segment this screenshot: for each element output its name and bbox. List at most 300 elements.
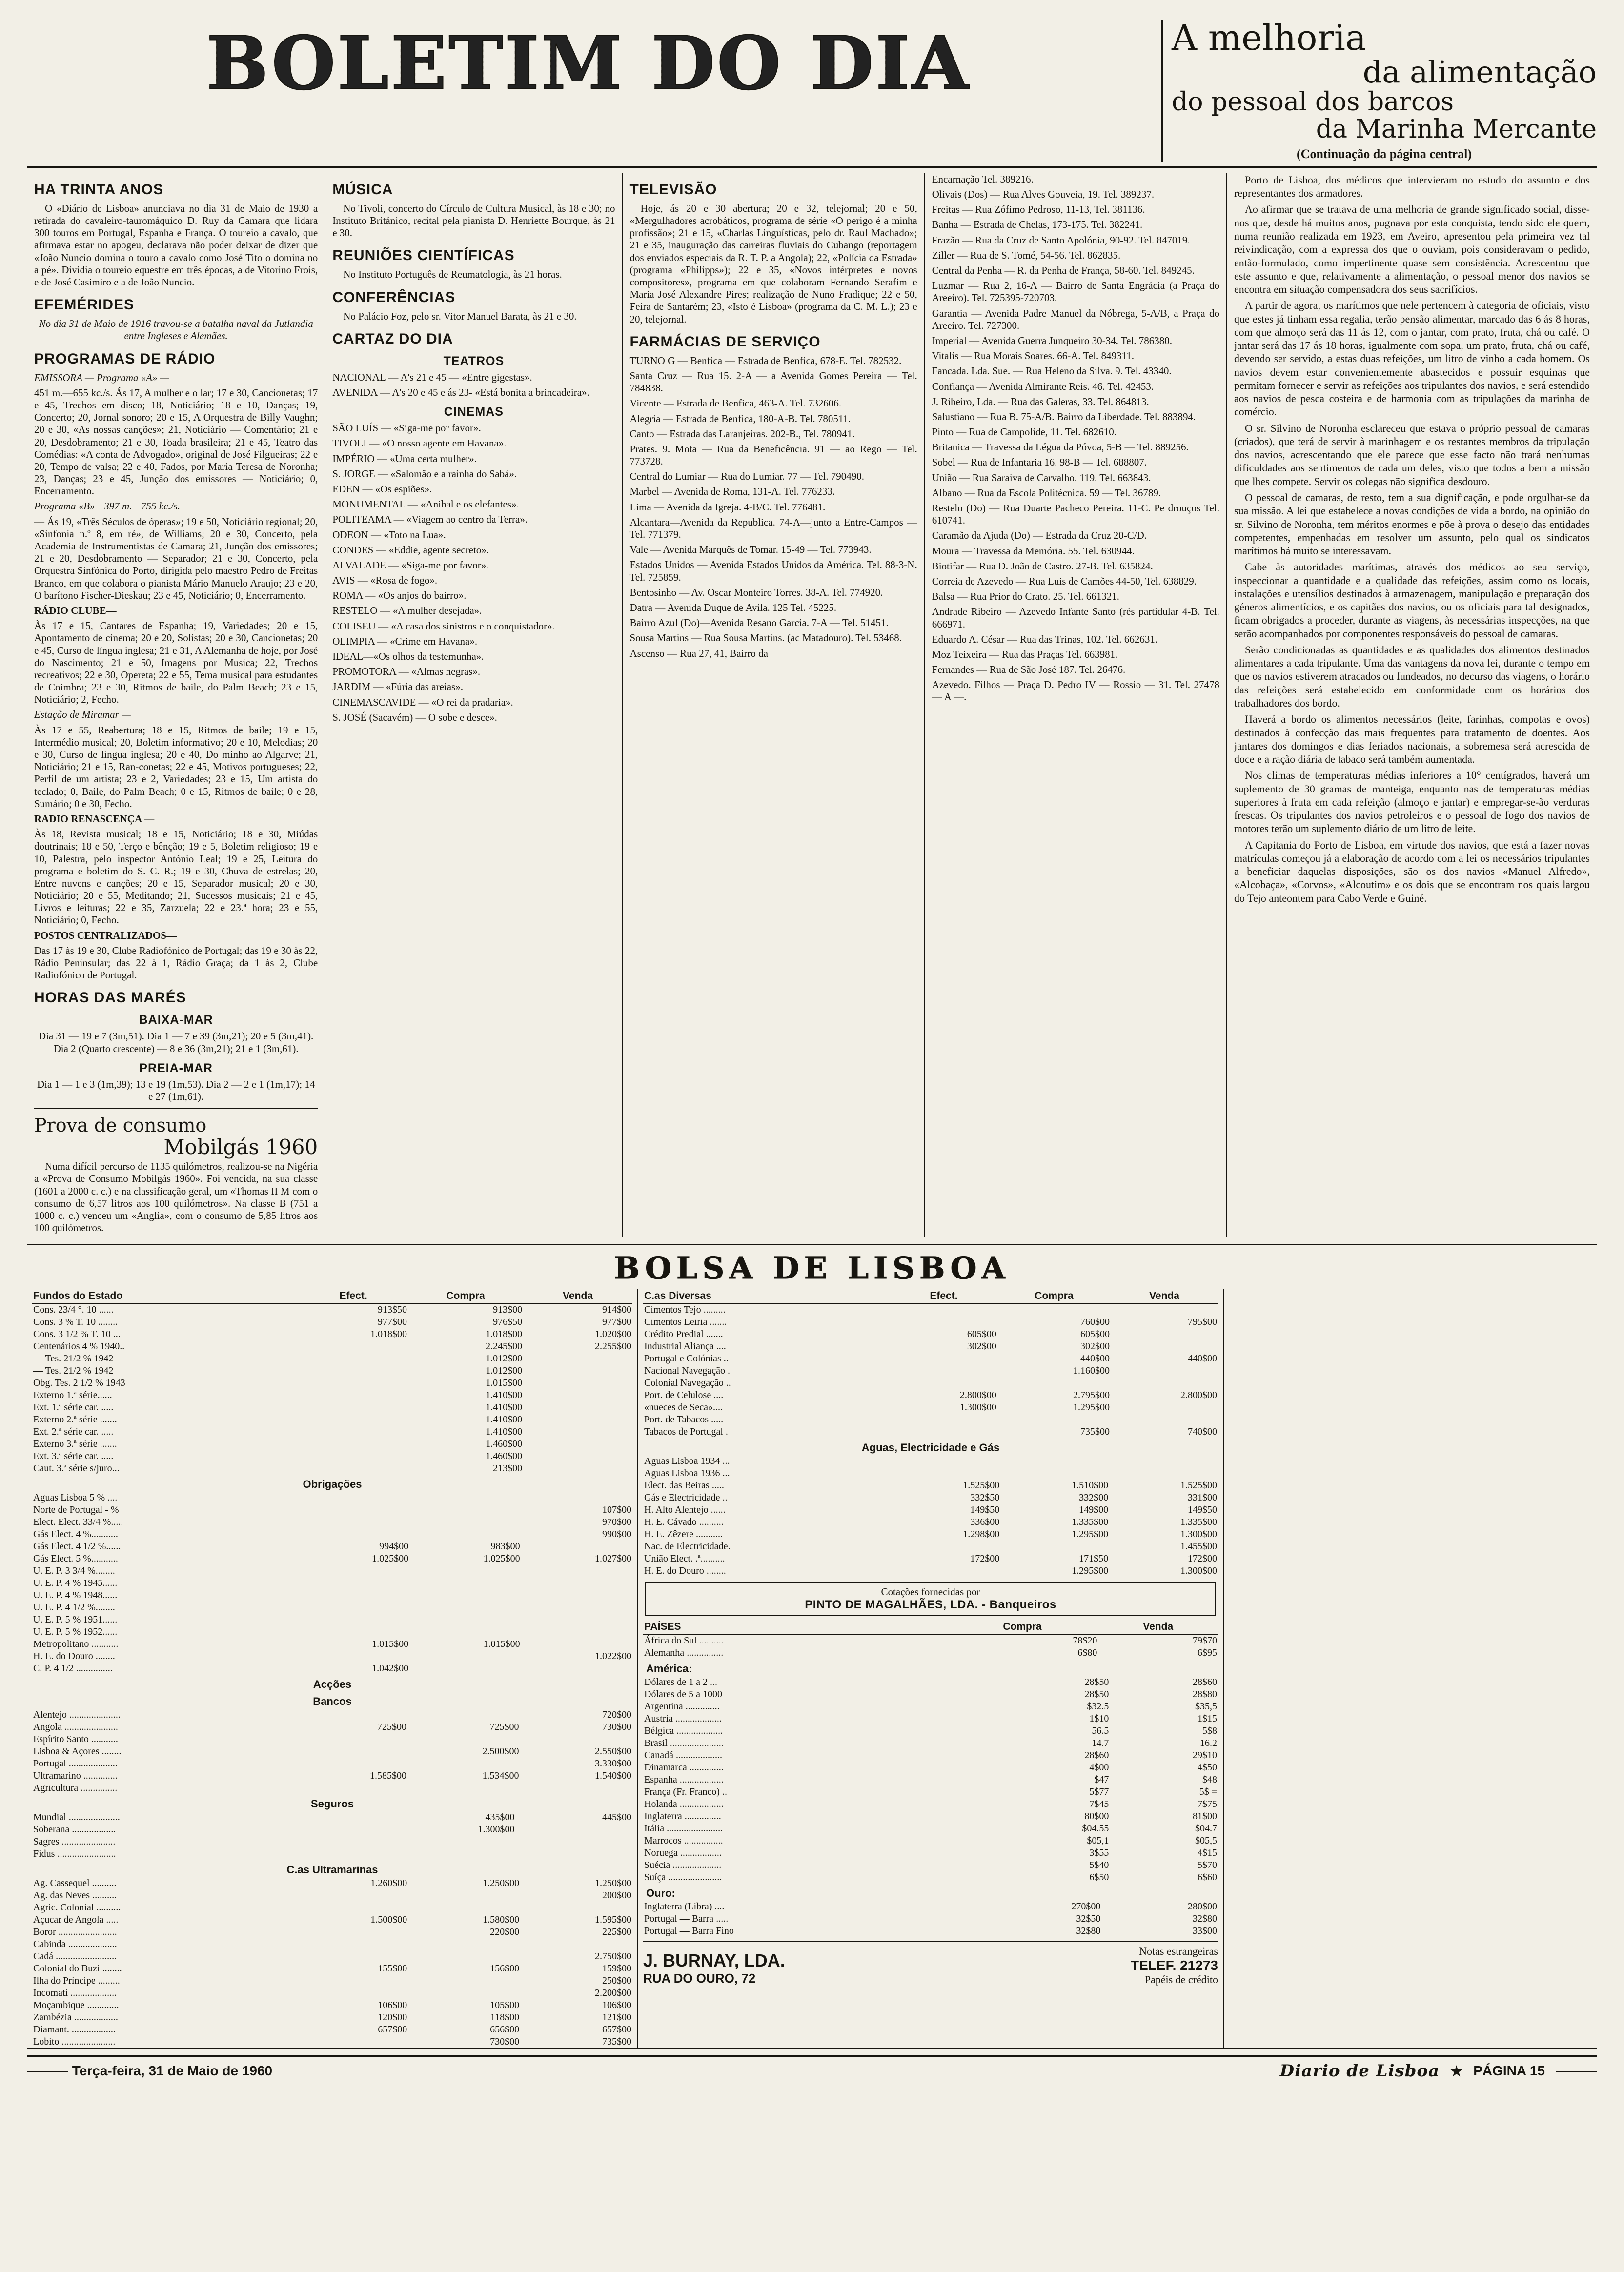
table-row <box>32 1450 632 1462</box>
headline-line-2: da alimentação <box>1362 54 1597 90</box>
section-televisao: TELEVISÃO <box>629 181 717 198</box>
quote-c: 14.7 <box>1092 1738 1109 1749</box>
farmacia-item: Vicente — Estrada de Benfica, 463-A. Tel. 732606. <box>629 397 842 409</box>
security-name: Cons. 3 % T. 10 ........ <box>33 1317 118 1328</box>
section-reunioes-cientificas: REUNIÕES CIENTÍFICAS <box>332 247 515 264</box>
security-name: Ultramarino .............. <box>33 1770 118 1782</box>
quote-e: 1.500$00 <box>370 1914 407 1926</box>
security-name: Cabinda .................... <box>33 1939 117 1950</box>
quote-e <box>298 1577 409 1589</box>
bolsa-title: BOLSA DE LISBOA <box>614 1250 1010 1286</box>
table-row <box>643 1480 1218 1492</box>
quote-v <box>520 1782 632 1794</box>
table-row <box>32 1589 632 1602</box>
quote-e: 120$00 <box>378 2012 407 2023</box>
quote-e: 1.015$00 <box>372 1639 409 1650</box>
table-row <box>32 1401 632 1414</box>
table-row <box>643 1635 1218 1647</box>
table-row <box>32 1950 632 1963</box>
ouro-table <box>643 1901 1218 1937</box>
table-row <box>643 1847 1218 1859</box>
quote-c: 983$00 <box>490 1541 520 1552</box>
fundos-do-estado-table <box>32 1289 632 1475</box>
cinema-item: S. JORGE — «Salomão e a rainha do Sabá». <box>332 467 517 480</box>
quote-e <box>364 1811 371 1824</box>
quote-c <box>997 1377 1111 1389</box>
quote-e: 336$00 <box>970 1517 1000 1528</box>
security-name: Norte de Portugal - % <box>33 1504 119 1516</box>
table-row <box>32 1577 632 1589</box>
quote-v <box>1111 1328 1218 1340</box>
ultramarinas-header: C.as Ultramarinas <box>286 1864 378 1876</box>
farmacia-item: Prates. 9. Mota — Rua da Beneficência. 91 — ao Rego — Tel. 773728. <box>629 443 917 467</box>
security-name: U. E. P. 4 % 1948...... <box>33 1590 118 1601</box>
promo-line-2: Mobilgás 1960 <box>163 1135 318 1159</box>
security-name: Brasil ...................... <box>644 1738 724 1749</box>
farmacia-item: Alcantara—Avenida da Republica. 74-A—junto a Entre-Campos — Tel. 771379. <box>629 516 917 541</box>
quote-v: 440$00 <box>1188 1353 1217 1364</box>
table-row <box>32 1889 632 1902</box>
article-columns <box>27 173 1597 1237</box>
quote-v: 2.550$00 <box>595 1746 631 1757</box>
quote-v: 331$00 <box>1188 1492 1217 1503</box>
quote-c: 913$00 <box>493 1304 523 1316</box>
editorial-paragraph: O sr. Silvino de Noronha esclareceu que estava o próprio pessoal de camaras (criados), que terá de servir à marinhagem e os restantes membros da tripulação dos navios, acrescentando que ele parece que esse facto não trará nenhumas dificuldades aos sentimentos de cada um deles, visto que todos a bem a missão que lhes compete. Servir os colegas não significa desdouro. <box>1234 422 1590 487</box>
trinta-anos-text: O «Diário de Lisboa» anunciava no dia 31 de Maio de 1930 a retirada do cavaleiro-tauromáquico D. Ruy da Camara que lidara 300 touros em Portugal, Espanha e França. O toureio a cavalo, que afirmava estar no apogeu, declarava não poder deixar de dizer que «João Nuncio domina o touro a cavalo como José Tito o domina no a pé». Dividia o toureio equestre em três épocas, a de Vitorino Frois, e de José Casimiro e a de João Nuncio. <box>34 202 318 288</box>
quote-v: 7$75 <box>1198 1799 1217 1810</box>
security-name: Obg. Tes. 2 1/2 % 1943 <box>33 1378 125 1389</box>
farmacia-item: Andrade Ribeiro — Azevedo Infante Santo (rés partidular 4-B. Tel. 666971. <box>932 606 1219 630</box>
subsection-teatros: TEATROS <box>443 354 505 368</box>
quote-e <box>298 1650 409 1663</box>
quote-v: 2.800$00 <box>1180 1390 1217 1401</box>
section-programas-radio: PROGRAMAS DE RÁDIO <box>34 350 216 367</box>
quote-e <box>296 1926 408 1938</box>
quote-e <box>890 1426 997 1438</box>
security-name: «nueces de Seca».... <box>644 1402 723 1413</box>
cinema-item: POLITEAMA — «Viagem ao centro da Terra». <box>332 513 528 526</box>
quote-v <box>523 1377 632 1389</box>
quote-v: 81$00 <box>1193 1811 1217 1822</box>
quote-e <box>295 1745 407 1758</box>
quote-e <box>295 1709 407 1721</box>
quote-c: 1.018$00 <box>486 1329 523 1340</box>
quote-e <box>890 1304 997 1317</box>
farmacia-item: Banha — Estrada de Chelas, 173-175. Tel. 382241. <box>932 219 1143 231</box>
table-row <box>643 1401 1218 1414</box>
emissora-text: 451 m.—655 kc./s. Ás 17, A mulher e o lar; 17 e 30, Cancionetas; 17 e 45, Trechos em disco; 18, Noticiário; 18 e 10, Danças; 19, Concerto; 20, Jornal sonoro; 20 e 15, A Orquestra de Billy Vaughn; 20 e 30, «As nossas canções»; 21, Noticiário — Comentário; 21 e 20, Desdobramento; 21 e 30, Toada brasileira; 21 e 45, Teatro das Comédias: «A conta de Advogado», original de José Filgueiras; 22 e 20, Tempo de valsa; 22 e 40, Fados, por Maria Teresa de Noronha; 23, Danças; 23 e 45, Junção dos emissores — Noticiário; 0, Encerramento. <box>34 386 318 497</box>
quote-e <box>890 1365 997 1377</box>
quote-v: 6$95 <box>1198 1647 1217 1659</box>
table-row <box>32 1626 632 1638</box>
table-row <box>32 1414 632 1426</box>
security-name: Bélgica ................... <box>644 1725 723 1737</box>
quote-c: 105$00 <box>490 2000 520 2011</box>
quote-c: 435$00 <box>485 1812 515 1823</box>
quote-v: $05,5 <box>1195 1835 1217 1846</box>
editorial-paragraph: Ao afirmar que se tratava de uma melhoria de grande significado social, disse-nos que, desde há muitos anos, pugnava por esta conquista, tendo sido ele quem, numa reunião realizada em 1923, em Aveiro, apresentou pela primeira vez tal reivindicação, com a expressa dos que o ouviam, pois consideravam o pedido, então-formulado, como impertinente quase sem consistência. Acrescentou que este assunto e que, relativamente a alimentação, o pessoal menor dos navios se encontra em situação compensadora dos seus sacrifícios. <box>1234 203 1590 296</box>
quote-e <box>364 1824 371 1836</box>
promo-line-1: Prova de consumo <box>34 1115 207 1136</box>
quote-v: 4$15 <box>1198 1847 1217 1859</box>
quote-e: 1.525$00 <box>963 1480 1000 1491</box>
farmacia-item: Caramão da Ajuda (Do) — Estrada da Cruz 20-C/D. <box>932 529 1147 542</box>
quote-c <box>409 1577 521 1589</box>
quote-v: $48 <box>1202 1774 1217 1785</box>
security-name: Externo 2.ª série ....... <box>33 1414 117 1425</box>
quote-c: 730$00 <box>490 2036 520 2048</box>
security-name: Dólares de 5 a 1000 <box>644 1689 722 1700</box>
quote-c: 156$00 <box>490 1963 520 1974</box>
quote-v <box>521 1614 632 1626</box>
farmacia-turno: TURNO G — Benfica — Estrada de Benfica, 678-E. Tel. 782532. <box>629 354 902 366</box>
quote-e: 977$00 <box>377 1317 407 1328</box>
table-row <box>643 1725 1218 1737</box>
col-header-paises: PAÍSES <box>643 1620 947 1635</box>
quote-e <box>298 1589 409 1602</box>
quote-c: 1.410$00 <box>486 1390 523 1401</box>
quote-e <box>295 1758 407 1770</box>
security-name: H. E. Zêzere ........... <box>644 1529 723 1540</box>
quote-e: 1.298$00 <box>963 1529 1000 1540</box>
quote-c: 5$40 <box>1089 1860 1109 1871</box>
quote-c: 1.015$00 <box>483 1639 520 1650</box>
table-row <box>32 1365 632 1377</box>
quote-e: 332$50 <box>970 1492 1000 1503</box>
quote-c <box>1000 1541 1109 1553</box>
quote-c: 6$80 <box>1077 1647 1097 1659</box>
masthead-title: BOLETIM DO DIA <box>27 20 1150 104</box>
section-cartaz-do-dia: CARTAZ DO DIA <box>332 330 453 347</box>
quote-e <box>298 1504 409 1516</box>
security-name: Noruega ................. <box>644 1847 722 1859</box>
quote-c: 7$45 <box>1089 1799 1109 1810</box>
bancos-header: Bancos <box>313 1695 352 1708</box>
burnay-advert <box>643 1941 1218 1986</box>
quote-e <box>299 1389 408 1401</box>
cinema-item: OLIMPIA — «Crime em Havana». <box>332 635 478 647</box>
column-2 <box>325 173 622 1237</box>
security-name: Austria ................... <box>644 1713 722 1724</box>
table-row <box>643 1701 1218 1713</box>
farmacia-item: J. Ribeiro, Lda. — Rua das Galeras, 33. Tel. 864813. <box>932 395 1149 407</box>
table-row <box>643 1901 1218 1913</box>
table-row <box>643 1455 1218 1467</box>
security-name: Cimentos Leiria ....... <box>644 1317 727 1328</box>
radio-renascenca-label: RADIO RENASCENÇA — <box>34 812 155 825</box>
cinema-item: PROMOTORA — «Almas negras». <box>332 666 481 678</box>
quote-e: 1.260$00 <box>370 1878 407 1889</box>
farmacia-item: Santa Cruz — Rua 15. 2-A — a Avenida Gomes Pereira — Tel. 784838. <box>629 369 917 394</box>
security-name: U. E. P. 5 % 1952...... <box>33 1626 118 1638</box>
quote-v: 106$00 <box>602 2000 631 2011</box>
quote-c <box>408 1975 520 1987</box>
security-name: Gás Elect. 4 %........... <box>33 1529 118 1540</box>
quote-c: 56.5 <box>1092 1725 1109 1737</box>
quote-e <box>296 1902 408 1914</box>
section-musica: MÚSICA <box>332 181 393 198</box>
table-row <box>32 1565 632 1577</box>
security-name: Angola ...................... <box>33 1722 118 1733</box>
security-name: Inglaterra ............... <box>644 1811 721 1822</box>
cinema-item: JARDIM — «Fúria das areias». <box>332 681 463 693</box>
quote-c: 28$50 <box>1084 1689 1109 1700</box>
quote-e <box>299 1365 408 1377</box>
postos-centralizados-label: POSTOS CENTRALIZADOS— <box>34 929 177 941</box>
security-name: Port. de Tabacos ..... <box>644 1414 724 1425</box>
section-farmacias: FARMÁCIAS DE SERVIÇO <box>629 333 821 350</box>
table-row <box>643 1353 1218 1365</box>
security-name: Espírito Santo ........... <box>33 1734 118 1745</box>
quote-v <box>520 1938 632 1950</box>
quote-v <box>1111 1365 1218 1377</box>
security-name: Centenários 4 % 1940.. <box>33 1341 125 1352</box>
security-name: Cons. 3 1/2 % T. 10 ... <box>33 1329 121 1340</box>
bolsa-column-editorial <box>1223 1289 1594 2048</box>
quote-v: 159$00 <box>602 1963 631 1974</box>
quote-c: 2.795$00 <box>1073 1390 1110 1401</box>
cinema-item: ROMA — «Os anjos do bairro». <box>332 589 467 602</box>
farmacia-item: Frazão — Rua da Cruz de Santo Apolónia, 90-92. Tel. 847019. <box>932 234 1190 246</box>
table-row <box>643 1553 1218 1565</box>
quote-v: 1.020$00 <box>595 1329 631 1340</box>
quote-v: 107$00 <box>602 1504 631 1516</box>
headline-line-3: do pessoal dos barcos <box>1172 87 1454 117</box>
quote-v <box>521 1541 632 1553</box>
burnay-note: Notas estrangeiras <box>1139 1945 1218 1958</box>
quote-v: 445$00 <box>602 1812 631 1823</box>
farmacia-item: Imperial — Avenida Guerra Junqueiro 30-34. Tel. 786380. <box>932 334 1173 346</box>
quote-v: 33$00 <box>1193 1926 1217 1937</box>
security-name: Agric. Colonial .......... <box>33 1902 121 1913</box>
quote-v: 1.455$00 <box>1180 1541 1217 1552</box>
quote-v: 16.2 <box>1200 1738 1217 1749</box>
farmacia-item: Alegria — Estrada de Benfica, 180-A-B. Tel. 780511. <box>629 412 851 425</box>
table-row <box>32 1340 632 1353</box>
table-row <box>643 1810 1218 1823</box>
efemerides-text: No dia 31 de Maio de 1916 travou-se a batalha naval da Jutlandia entre Ingleses e Alemães. <box>39 318 313 342</box>
quote-v <box>1111 1377 1218 1389</box>
quote-v <box>523 1438 632 1450</box>
quote-v: 4$50 <box>1198 1762 1217 1773</box>
quote-v <box>1111 1401 1218 1414</box>
reunioes-text: No Instituto Português de Reumatologia, às 21 horas. <box>343 268 562 281</box>
table-row <box>643 1389 1218 1401</box>
quote-c: 80$00 <box>1084 1811 1109 1822</box>
quote-c <box>408 1938 520 1950</box>
security-name: Dinamarca .............. <box>644 1762 724 1773</box>
programa-b-label: Programa «B»—397 m.—755 kc./s. <box>34 500 181 512</box>
quote-v: 730$00 <box>602 1722 631 1733</box>
security-name: U. E. P. 3 3/4 %........ <box>33 1565 115 1577</box>
table-row <box>643 1340 1218 1353</box>
quote-c: 28$50 <box>1084 1677 1109 1688</box>
quote-v <box>521 1565 632 1577</box>
table-row <box>32 1745 632 1758</box>
quote-c: 302$00 <box>1080 1341 1110 1352</box>
security-name: Ext. 2.ª série car. ..... <box>33 1426 114 1438</box>
quote-c <box>408 1889 520 1902</box>
quote-e <box>299 1353 408 1365</box>
farmacia-item: Moura — Travessa da Memória. 55. Tel. 630944. <box>932 545 1135 557</box>
quote-v: 990$00 <box>602 1529 631 1540</box>
security-name: Industrial Aliança .... <box>644 1341 726 1352</box>
table-row <box>32 1902 632 1914</box>
quote-e <box>890 1316 997 1328</box>
security-name: França (Fr. Franco) .. <box>644 1786 727 1798</box>
ultramarinas-table <box>32 1877 632 2048</box>
table-row <box>32 1975 632 1987</box>
table-row <box>643 1786 1218 1798</box>
security-name: Nac. de Electricidade. <box>644 1541 731 1552</box>
quote-e <box>296 1950 408 1963</box>
table-row <box>32 1504 632 1516</box>
quote-c: 735$00 <box>1080 1426 1110 1438</box>
quote-c: 1.295$00 <box>1072 1565 1109 1577</box>
quote-e: 1.025$00 <box>372 1553 409 1564</box>
farmacia-item: Britanica — Travessa da Légua da Póvoa, 5-B — Tel. 889256. <box>932 441 1189 453</box>
quote-v <box>523 1353 632 1365</box>
security-name: Ag. das Neves .......... <box>33 1890 117 1901</box>
emissora-label: EMISSORA — Programa «A» — <box>34 371 169 384</box>
section-horas-mares: HORAS DAS MARÉS <box>34 990 186 1006</box>
col-header-venda: Venda <box>1098 1620 1218 1635</box>
table-row <box>32 1848 632 1860</box>
security-name: H. E. Cávado .......... <box>644 1517 724 1528</box>
quote-e <box>364 1848 371 1860</box>
quote-e <box>299 1340 408 1353</box>
quote-c <box>1000 1455 1109 1467</box>
cinema-item: SÃO LUÍS — «Siga-me por favor». <box>332 422 481 434</box>
diversas-table <box>643 1289 1218 1438</box>
quote-e <box>299 1462 408 1475</box>
quote-e: 605$00 <box>967 1329 996 1340</box>
quote-c: 1.580$00 <box>483 1914 520 1926</box>
seguros-table <box>32 1811 632 1860</box>
farmacia-item: Encarnação Tel. 389216. <box>932 173 1034 185</box>
col-header-efect: Efect. <box>890 1289 997 1304</box>
farmacia-item: Eduardo A. César — Rua das Trinas, 102. Tel. 662631. <box>932 633 1158 645</box>
table-row <box>32 1770 632 1782</box>
footer-star: ★ <box>1450 2063 1463 2079</box>
security-name: Boror ........................ <box>33 1927 117 1938</box>
security-name: Mundial ..................... <box>33 1812 120 1823</box>
farmacia-item: Vitalis — Rua Morais Soares. 66-A. Tel. 849311. <box>932 350 1135 362</box>
quote-c: 270$00 <box>1071 1901 1101 1912</box>
quote-v: 914$00 <box>602 1304 631 1316</box>
table-row <box>643 1676 1218 1688</box>
quote-v <box>516 1836 632 1848</box>
quote-c: 220$00 <box>490 1927 520 1938</box>
table-row <box>32 1377 632 1389</box>
quote-e <box>298 1602 409 1614</box>
headline-continuation: (Continuação da página central) <box>1297 146 1472 161</box>
promo-heading <box>34 1116 318 1158</box>
security-name: H. E. do Douro ........ <box>33 1651 115 1662</box>
quote-v: 735$00 <box>602 2036 631 2048</box>
security-name: Gás e Electricidade .. <box>644 1492 728 1503</box>
quote-v <box>521 1626 632 1638</box>
table-row <box>32 1614 632 1626</box>
security-name: Elect. das Beiras ..... <box>644 1480 724 1491</box>
col-header-efect: Efect. <box>299 1289 408 1304</box>
quote-v: 28$80 <box>1193 1689 1217 1700</box>
estacao-miramar-label: Estação de Miramar — <box>34 709 131 721</box>
quote-v: 5$70 <box>1198 1860 1217 1871</box>
security-name: Portugal — Barra Fino <box>644 1926 734 1937</box>
quote-c: 28$60 <box>1084 1750 1109 1761</box>
table-row <box>643 1823 1218 1835</box>
quote-v: 1.525$00 <box>1180 1480 1217 1491</box>
table-row <box>32 1316 632 1328</box>
table-row <box>32 1824 632 1836</box>
security-name: U. E. P. 5 % 1951...... <box>33 1614 118 1625</box>
radio-renascenca-text: Às 18, Revista musical; 18 e 15, Noticiário; 18 e 30, Miúdas doutrinais; 18 e 50, Terço e bênção; 19 e 5, Boletim religioso; 19 e 10, Palestra, pelo inspector António Leal; 19 e 25, Leitura do programa e boletim do S. C. R.; 19 e 30, Chuva de estrelas; 20, Entre nuvens e canções; 20 e 15, Separador musical; 20 e 30, Noticiário; 20 e 55, Meditando; 21, Sucessos musicais; 21 e 45, Livros e leituras; 22 e 35, Zarzuela; 22 e 23.ª hora; 23 e 55, Noticiário; 0, Fecho. <box>34 828 318 926</box>
quote-v: 1.300$00 <box>1180 1529 1217 1540</box>
farmacia-item: Freitas — Rua Zófimo Pedroso, 11-13, Tel. 381136. <box>932 203 1145 216</box>
security-name: Ag. Cassequel .......... <box>33 1878 117 1889</box>
security-name: Canadá ................... <box>644 1750 722 1761</box>
quote-c: 440$00 <box>1080 1353 1110 1364</box>
quote-v <box>523 1450 632 1462</box>
col-header-compra: Compra <box>947 1620 1098 1635</box>
quote-e: 1.042$00 <box>372 1663 409 1674</box>
security-name: Dólares de 1 a 2 ... <box>644 1677 717 1688</box>
table-row <box>643 1737 1218 1749</box>
preia-mar-text: Dia 1 — 1 e 3 (1m,39); 13 e 19 (1m,53). Dia 2 — 2 e 1 (1m,17); 14 e 27 (1m,61). <box>37 1078 315 1102</box>
table-row <box>643 1913 1218 1925</box>
table-row <box>643 1377 1218 1389</box>
table-row <box>32 1926 632 1938</box>
security-name: Marrocos ................ <box>644 1835 723 1846</box>
security-name: Gás Elect. 5 %........... <box>33 1553 118 1564</box>
quote-v: 32$80 <box>1193 1913 1217 1925</box>
radio-clube-label: RÁDIO CLUBE— <box>34 604 117 616</box>
quote-e <box>892 1467 1000 1480</box>
security-name: Holanda .................. <box>644 1799 724 1810</box>
table-row <box>32 1663 632 1675</box>
conferencias-text: No Palácio Foz, pelo sr. Vitor Manuel Barata, às 21 e 30. <box>343 310 577 322</box>
table-row <box>643 1713 1218 1725</box>
security-name: Itália ....................... <box>644 1823 723 1834</box>
security-name: Colonial Navegação .. <box>644 1378 731 1389</box>
table-row <box>32 1516 632 1528</box>
quote-v <box>523 1389 632 1401</box>
masthead <box>27 17 1597 168</box>
quote-c: 1.160$00 <box>1073 1365 1110 1377</box>
quote-v <box>523 1365 632 1377</box>
quote-e <box>299 1401 408 1414</box>
table-row <box>643 1859 1218 1871</box>
table-row <box>32 1650 632 1663</box>
quote-c <box>408 1987 520 1999</box>
quote-c: 2.500$00 <box>482 1746 519 1757</box>
quote-c: 976$50 <box>493 1317 523 1328</box>
quote-c <box>409 1614 521 1626</box>
editorial-paragraph: Nos climas de temperaturas médias inferiores a 10° centígrados, haverá um suplemento de 30 gramas de manteiga, enquanto nas de temperaturas médias superiores à fruta em cada refeição (almoço e jantar) e empregar-se-ão verduras frescas. Os tripulantes dos navios petroleiros e o pessoal de fogo dos navios de motores terão um suplemento diário de um litro de leite. <box>1234 769 1590 835</box>
quote-v: 1.540$00 <box>595 1770 631 1782</box>
farmacia-item: Estados Unidos — Avenida Estados Unidos da América. Tel. 88-3-N. Tel. 725859. <box>629 559 917 583</box>
table-row <box>32 1877 632 1889</box>
table-row <box>643 1365 1218 1377</box>
quote-c: 149$00 <box>1079 1504 1109 1516</box>
quote-v: 1.250$00 <box>595 1878 631 1889</box>
table-row <box>643 1541 1218 1553</box>
burnay-papeis: Papéis de crédito <box>1144 1973 1218 1986</box>
security-name: Soberana .................. <box>33 1824 116 1835</box>
quote-v <box>523 1462 632 1475</box>
quote-c: $05,1 <box>1087 1835 1109 1846</box>
